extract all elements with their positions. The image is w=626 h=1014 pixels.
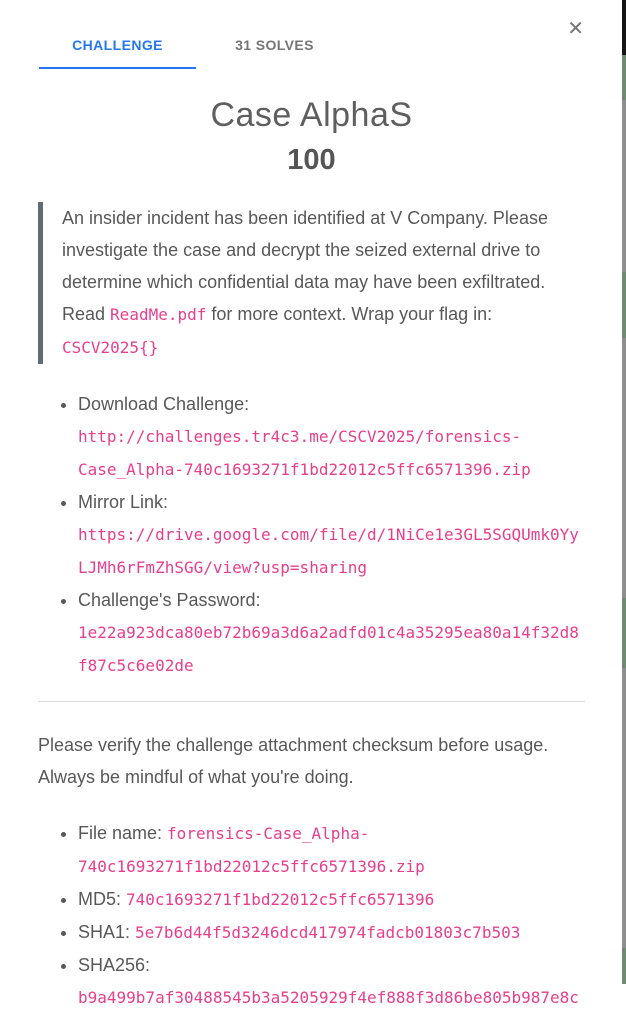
list-item-mirror [78,486,585,584]
mirror-label: Mirror Link: [78,492,169,512]
mirror-url-code[interactable]: https://drive.google.com/file/d/1NiCe1e3GL5SGQUmk0YyLJMh6rFmZhSGG/view?usp=sharing [78,525,579,577]
sha1-code: 5e7b6d44f5d3246dcd417974fadcb01803c7b503 [135,923,521,942]
list-item-filename [78,817,585,883]
challenge-description [38,202,585,364]
flag-format-code: CSCV2025{} [62,338,159,357]
list-item-download [78,388,585,486]
checksum-note: Please verify the challenge attachment checksum before usage. Always be mindful of what you're doing. [38,735,549,787]
challenge-points: 100 [287,144,336,176]
password-label: Challenge's Password: [78,590,261,610]
challenge-modal-content [0,96,626,1014]
download-label: Download Challenge: [78,394,250,414]
md5-code: 740c1693271f1bd22012c5ffc6571396 [126,890,435,909]
tab-challenge[interactable]: CHALLENGE [39,22,196,69]
filename-label: File name: [78,823,168,843]
list-item-sha1 [78,916,585,949]
download-url-code[interactable]: http://challenges.tr4c3.me/CSCV2025/forensics-Case_Alpha-740c1693271f1bd22012c5ffc6571396.zip [78,427,531,479]
download-list [38,388,585,682]
filename-code: forensics-Case_Alpha-740c1693271f1bd22012c5ffc6571396.zip [78,824,425,876]
checksum-list [38,817,585,1014]
sha256-label: SHA256: [78,955,151,975]
list-item-password [78,584,585,682]
readme-file-code: ReadMe.pdf [110,305,207,324]
list-item-md5 [78,883,585,916]
tab-solves[interactable]: 31 SOLVES [235,36,314,53]
close-icon[interactable]: ✕ [567,16,584,40]
description-text: for more context. Wrap your flag in: [206,304,493,324]
description-text: An insider incident has been identified at V Company. Please investigate the case and decrypt the seized external drive to determine which confidential data may have been exfiltrated. Read [62,208,548,324]
section-divider [38,701,585,702]
page-edge-scrollbar[interactable] [622,0,626,984]
sha256-code: b9a499b7af30488545b3a5205929f4ef888f3d86be805b987e8c [78,988,579,1007]
challenge-title: Case AlphaS [210,96,413,134]
list-item-sha256 [78,949,585,1014]
modal-tabbar [0,0,626,69]
md5-label: MD5: [78,889,127,909]
sha1-label: SHA1: [78,922,136,942]
password-code: 1e22a923dca80eb72b69a3d6a2adfd01c4a35295ea80a14f32d8f87c5c6e02de [78,623,579,675]
